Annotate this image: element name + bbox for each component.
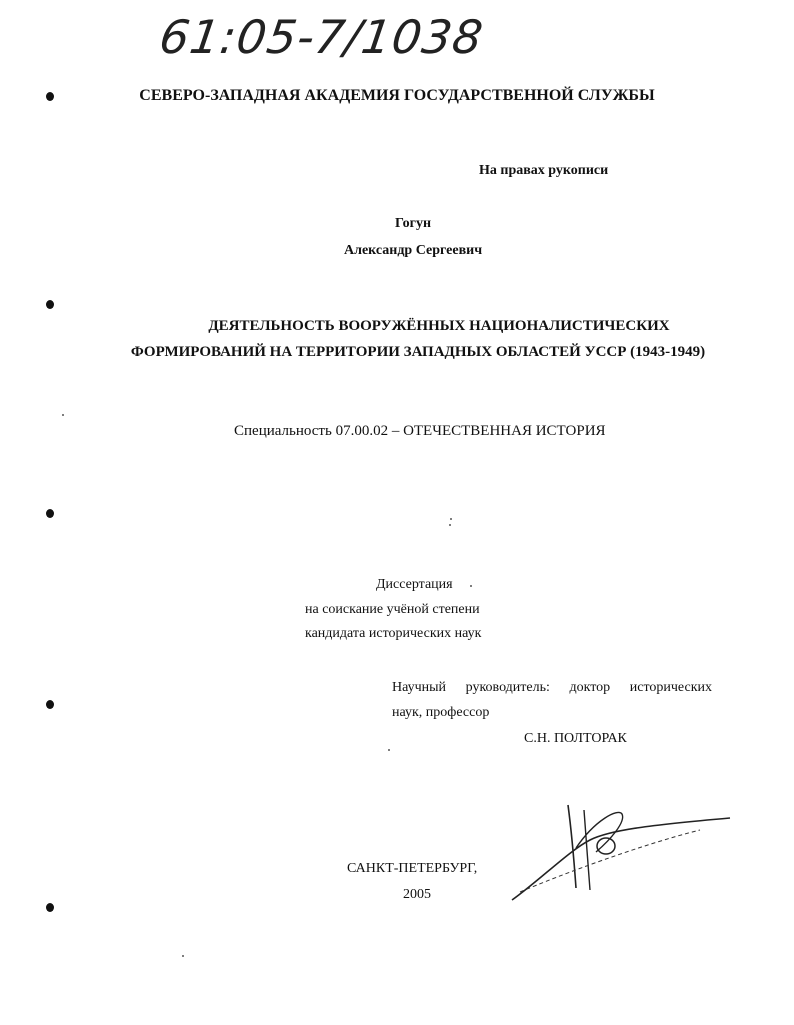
specialty-line: Специальность 07.00.02 – ОТЕЧЕСТВЕННАЯ ИСТОРИЯ (234, 423, 606, 439)
degree-line: на соискание учёной степени (305, 602, 480, 617)
archive-number-handwritten: 61:05-7/1038 (156, 10, 487, 64)
punch-hole-mark (46, 509, 54, 518)
advisor-signature (500, 800, 740, 910)
thesis-title-line-2: ФОРМИРОВАНИЙ НА ТЕРРИТОРИИ ЗАПАДНЫХ ОБЛАСТЕЙ УССР (1943-1949) (130, 344, 706, 360)
city: САНКТ-ПЕТЕРБУРГ, (347, 861, 478, 876)
year: 2005 (403, 887, 431, 902)
punch-hole-mark (46, 903, 54, 912)
punch-hole-mark (46, 300, 54, 309)
dissertation-label: Диссертация (376, 577, 453, 592)
scan-speck (182, 955, 184, 957)
author-surname: Гогун (395, 216, 432, 231)
institution-name: СЕВЕРО-ЗАПАДНАЯ АКАДЕМИЯ ГОСУДАРСТВЕННОЙ СЛУЖБЫ (139, 87, 655, 104)
advisor-name: С.Н. ПОЛТОРАК (524, 731, 627, 746)
degree-field-line: кандидата исторических наук (305, 626, 482, 641)
thesis-title-line-1: ДЕЯТЕЛЬНОСТЬ ВООРУЖЁННЫХ НАЦИОНАЛИСТИЧЕСКИХ (208, 318, 670, 334)
punch-hole-mark (46, 700, 54, 709)
scan-speck (388, 749, 390, 751)
advisor-line-1: Научный руководитель: доктор исторических (392, 680, 712, 695)
manuscript-note: На правах рукописи (479, 163, 609, 178)
author-given-names: Александр Сергеевич (344, 243, 483, 258)
scan-speck (62, 414, 64, 416)
scan-speck (449, 524, 451, 526)
scan-speck (470, 585, 472, 587)
advisor-line-2: наук, профессор (392, 705, 490, 720)
scan-speck (450, 518, 452, 520)
